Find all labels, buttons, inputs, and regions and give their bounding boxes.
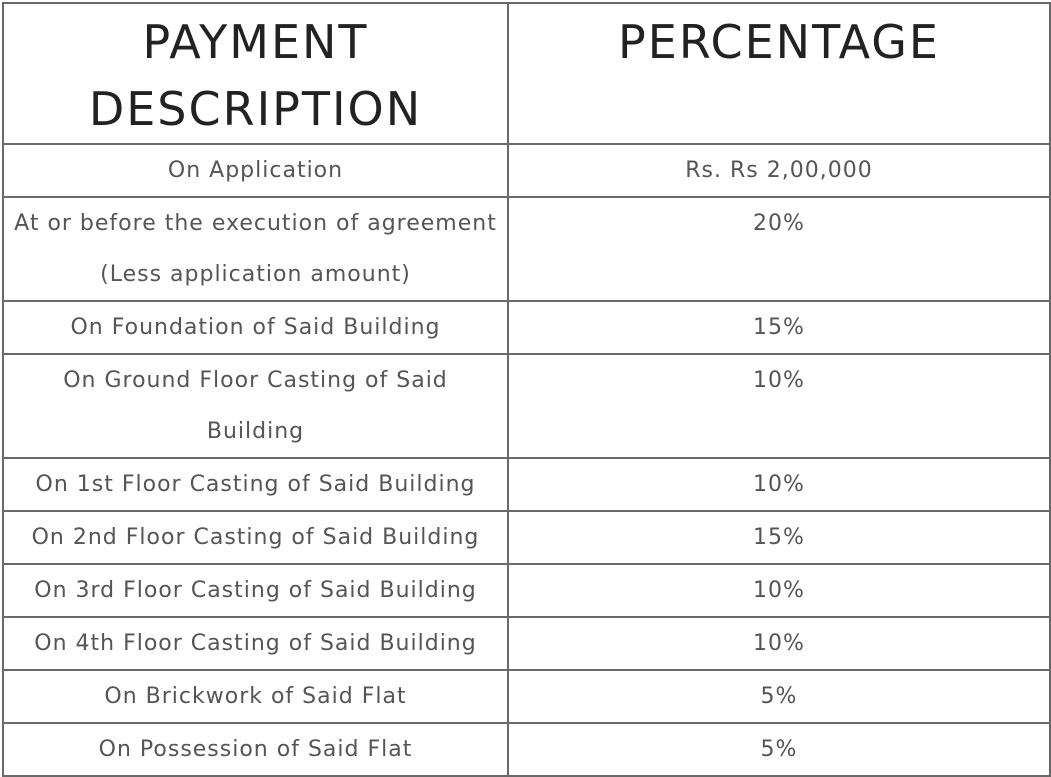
table-row	[3, 144, 1050, 197]
percentage-cell: 10%	[508, 564, 1050, 617]
percentage-cell: 5%	[508, 670, 1050, 723]
header-payment-description	[3, 3, 508, 144]
percentage-cell: 20%	[508, 197, 1050, 301]
description-cell: On Foundation of Said Building	[3, 301, 508, 354]
table-row	[3, 511, 1050, 564]
percentage-cell: 15%	[508, 301, 1050, 354]
description-cell: On 3rd Floor Casting of Said Building	[3, 564, 508, 617]
description-cell: On Possession of Said Flat	[3, 723, 508, 776]
description-cell: On 1st Floor Casting of Said Building	[3, 458, 508, 511]
description-line: (Less application amount)	[100, 262, 411, 287]
description-cell: On Brickwork of Said Flat	[3, 670, 508, 723]
description-cell: On Application	[3, 144, 508, 197]
description-line: Building	[206, 419, 305, 444]
percentage-cell: 10%	[508, 354, 1050, 458]
percentage-cell: Rs. Rs 2,00,000	[508, 144, 1050, 197]
percentage-cell: 10%	[508, 458, 1050, 511]
description-cell: On 4th Floor Casting of Said Building	[3, 617, 508, 670]
description-line: At or before the execution of agreement	[14, 211, 497, 236]
percentage-cell: 5%	[508, 723, 1050, 776]
table-row	[3, 354, 1050, 458]
header-row	[3, 3, 1050, 144]
payment-schedule-table	[2, 2, 1051, 777]
description-cell	[3, 197, 508, 301]
header-description-line: DESCRIPTION	[88, 82, 423, 136]
table-row	[3, 301, 1050, 354]
header-payment-line: PAYMENT	[142, 15, 369, 69]
description-cell	[3, 354, 508, 458]
table-row	[3, 197, 1050, 301]
table-row	[3, 458, 1050, 511]
description-line: On Ground Floor Casting of Said	[63, 368, 448, 393]
table-row	[3, 564, 1050, 617]
table-row	[3, 723, 1050, 776]
percentage-cell: 10%	[508, 617, 1050, 670]
table-row	[3, 617, 1050, 670]
description-cell: On 2nd Floor Casting of Said Building	[3, 511, 508, 564]
percentage-cell: 15%	[508, 511, 1050, 564]
table-row	[3, 670, 1050, 723]
header-percentage: PERCENTAGE	[508, 3, 1050, 144]
